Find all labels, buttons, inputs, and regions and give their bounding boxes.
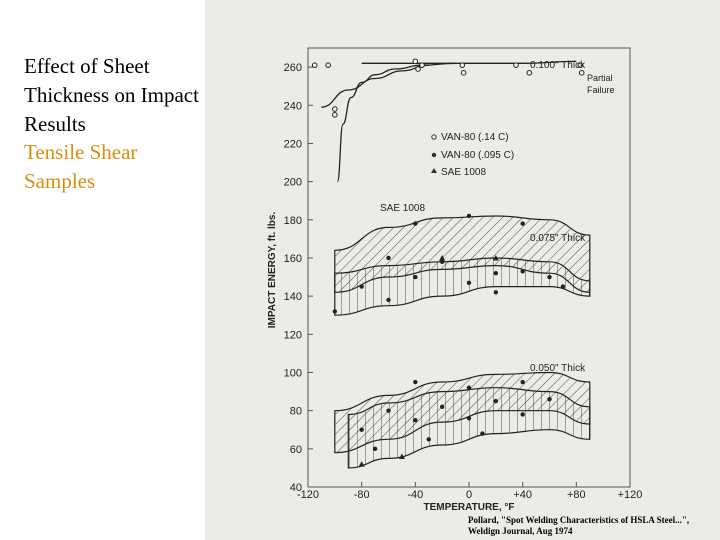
y-axis-label: IMPACT ENERGY, ft. lbs. [267,211,278,329]
y-tick-label-2: 80 [289,405,302,418]
y-tick-label-4: 120 [283,329,302,342]
data-point-22 [467,281,471,285]
x-tick-label-3: 0 [465,489,473,501]
y-tick-label-8: 200 [283,176,302,189]
annotation-thick-050: 0.050" Thick [530,363,586,374]
data-point-23 [520,269,524,273]
data-point-36 [413,418,417,422]
data-point-12 [333,113,338,118]
legend-label-van80-14c: VAN-80 (.14 C) [441,132,509,143]
y-tick-label-5: 140 [283,291,302,304]
data-point-35 [359,428,363,432]
y-tick-label-6: 160 [283,252,302,265]
data-point-27 [333,309,337,313]
data-point-41 [480,431,484,435]
data-point-31 [386,408,390,412]
x-tick-label-4: +40 [513,489,533,501]
data-point-3 [416,67,421,72]
series-line-2 [321,65,428,107]
legend-label-sae1008: SAE 1008 [441,167,487,178]
data-point-6 [461,71,466,76]
y-tick-label-0: 40 [289,482,302,494]
data-point-21 [413,275,417,279]
citation: Pollard, "Spot Welding Characteristics of HSLA Steel...", Weldign Journal, Aug 1974 [468,515,690,536]
data-point-24 [386,298,390,302]
data-point-33 [494,399,498,403]
data-point-1 [326,63,331,68]
data-point-11 [333,107,338,112]
x-axis-label: TEMPERATURE, °F [423,502,515,513]
annotation-thick-075: 0.075" Thick [530,233,586,244]
y-tick-label-1: 60 [289,443,302,456]
legend-label-van80-095c: VAN-80 (.095 C) [441,150,515,161]
data-point-29 [467,386,471,390]
data-point-32 [440,405,444,409]
data-point-39 [373,447,377,451]
annotation-partial-failure-1: Partial [587,73,613,83]
data-point-26 [561,284,565,288]
data-point-16 [386,256,390,260]
annotation-thick-100: 0.100" Thick [530,60,586,71]
x-tick-label-6: +120 [617,489,643,501]
impact-energy-chart [205,0,720,540]
data-point-40 [427,437,431,441]
data-point-4 [420,63,425,68]
band-1 [335,258,590,315]
data-point-30 [520,380,524,384]
x-tick-label-0: -120 [296,489,320,501]
data-point-14 [467,214,471,218]
data-point-25 [494,290,498,294]
annotation-sae-label: SAE 1008 [380,203,426,214]
x-tick-label-2: -40 [407,489,424,501]
series-line-1 [338,63,456,181]
y-tick-label-9: 220 [283,138,302,151]
y-tick-label-11: 260 [283,62,302,75]
x-tick-label-5: +80 [566,489,586,501]
y-tick-label-10: 240 [283,100,302,113]
data-point-5 [460,63,465,68]
x-tick-label-1: -80 [353,489,370,501]
data-point-20 [359,284,363,288]
data-point-19 [547,275,551,279]
annotation-partial-failure-2: Failure [587,85,615,95]
data-point-18 [494,271,498,275]
data-point-7 [514,63,519,68]
legend-marker-van80-095c [432,153,436,157]
slide-subtitle: Tensile Shear Samples [24,140,138,193]
data-point-38 [520,412,524,416]
legend [431,132,514,178]
data-point-10 [579,71,584,76]
y-tick-label-7: 180 [283,214,302,227]
legend-marker-sae1008 [431,168,437,173]
data-point-28 [413,380,417,384]
data-point-37 [467,416,471,420]
data-point-8 [527,71,532,76]
data-point-13 [413,221,417,225]
data-point-15 [520,221,524,225]
data-point-0 [312,63,317,68]
y-tick-label-3: 100 [283,367,302,380]
data-point-2 [413,59,418,64]
legend-marker-van80-14c [432,135,436,139]
slide-title: Effect of Sheet Thickness on Impact Results [24,54,199,136]
data-point-34 [547,397,551,401]
